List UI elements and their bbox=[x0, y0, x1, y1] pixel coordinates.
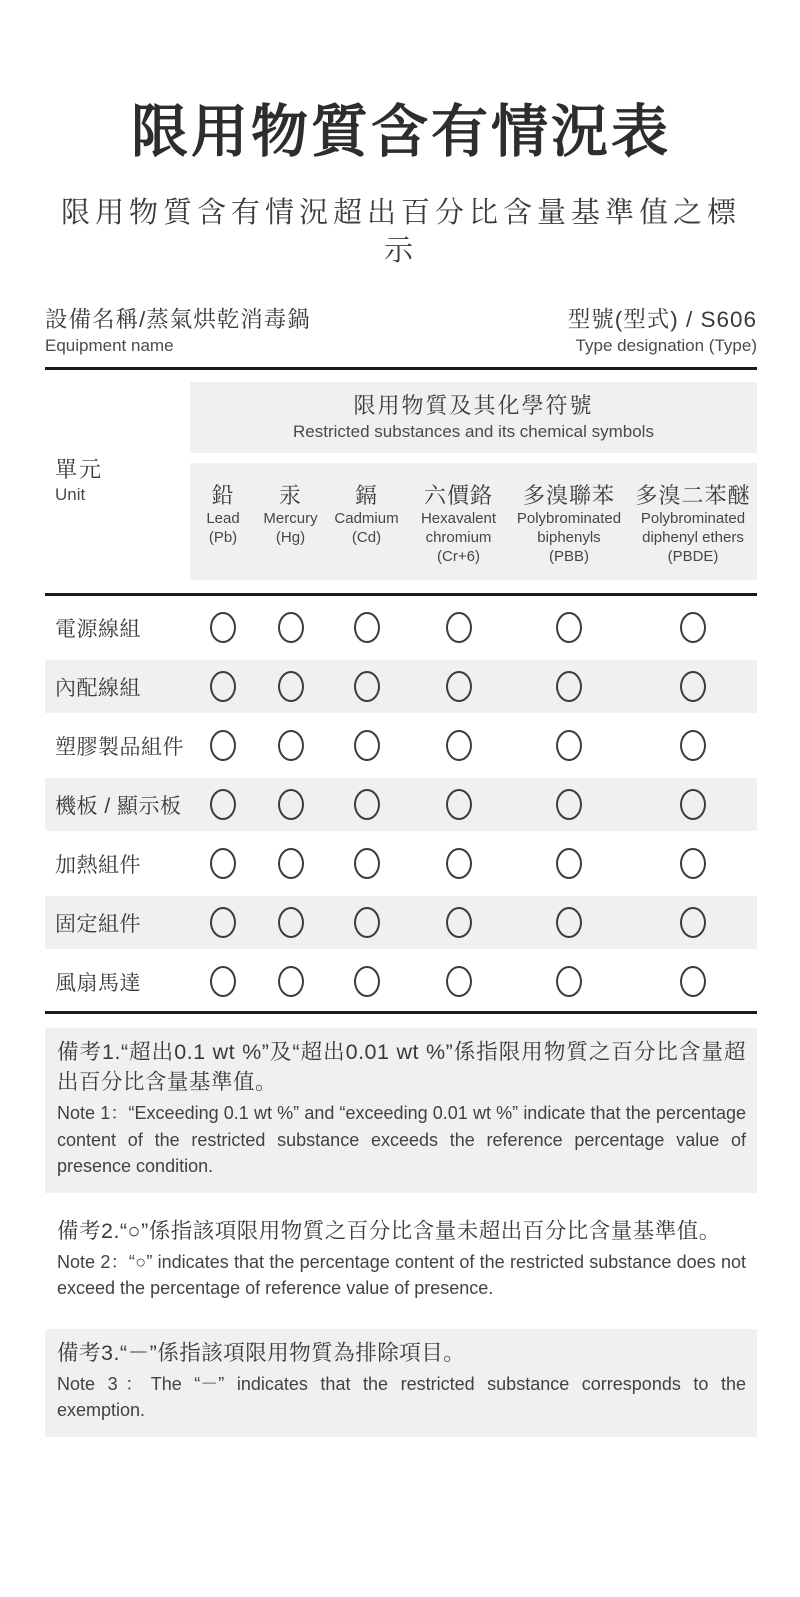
compliance-mark-cell bbox=[408, 966, 509, 997]
compliance-mark-cell bbox=[509, 671, 629, 702]
substance-cjk: 六價鉻 bbox=[423, 483, 493, 508]
substance-column-pbb bbox=[509, 483, 629, 566]
page-title: 限用物質含有情況表 bbox=[131, 98, 671, 165]
compliance-mark-cell bbox=[629, 848, 757, 879]
circle-mark bbox=[210, 848, 236, 879]
substances-group-title-cjk: 限用物質及其化學符號 bbox=[353, 393, 594, 418]
circle-mark bbox=[446, 848, 472, 879]
note-1-cjk: 備考1.“超出0.1 wt %”及“超出0.01 wt %”係指限用物質之百分比含量超出百分比含量基準值。 bbox=[57, 1040, 746, 1094]
table-row-fixing-parts bbox=[45, 893, 757, 952]
compliance-mark-cell bbox=[256, 966, 325, 997]
row-label: 加熱組件 bbox=[55, 853, 141, 877]
substance-cjk: 鎘 bbox=[354, 483, 378, 508]
equipment-name-block bbox=[45, 306, 311, 357]
note-2-en: Note 2：“○” indicates that the percentage content of the restricted substance does not exceed the percentage of reference value of presence. bbox=[57, 1251, 746, 1298]
type-designation-block bbox=[568, 306, 757, 357]
compliance-mark-cell bbox=[190, 671, 256, 702]
circle-mark bbox=[354, 907, 380, 938]
equipment-name-cjk: 設備名稱/蒸氣烘乾消毒鍋 bbox=[45, 307, 311, 332]
circle-mark bbox=[556, 907, 582, 938]
substance-columns bbox=[190, 463, 757, 580]
circle-mark bbox=[354, 966, 380, 997]
substance-column-lead bbox=[190, 483, 256, 566]
compliance-mark-cell bbox=[408, 730, 509, 761]
table-row-heating-parts bbox=[45, 834, 757, 893]
substance-en: Mercury bbox=[263, 510, 318, 527]
circle-mark bbox=[680, 907, 706, 938]
note-1-en: Note 1：“Exceeding 0.1 wt %” and “exceeding 0.01 wt %” indicate that the percentage content of the restricted substance exceeds the reference percentage value of presence condition. bbox=[57, 1103, 746, 1176]
circle-mark bbox=[278, 671, 304, 702]
circle-mark bbox=[278, 848, 304, 879]
compliance-mark-cell bbox=[629, 789, 757, 820]
equipment-name-en: Equipment name bbox=[45, 336, 174, 355]
substance-column-mercury bbox=[256, 483, 325, 566]
circle-mark bbox=[210, 966, 236, 997]
unit-label-cjk: 單元 bbox=[55, 457, 104, 482]
circle-mark bbox=[680, 671, 706, 702]
circle-mark bbox=[556, 789, 582, 820]
compliance-mark-cell bbox=[629, 612, 757, 643]
compliance-mark-cell bbox=[190, 789, 256, 820]
compliance-mark-cell bbox=[325, 907, 408, 938]
equipment-header bbox=[45, 306, 757, 357]
substance-symbol: (Cr+6) bbox=[437, 548, 480, 565]
compliance-mark-cell bbox=[408, 848, 509, 879]
compliance-mark-cell bbox=[325, 671, 408, 702]
type-designation-en: Type designation (Type) bbox=[575, 336, 757, 355]
compliance-mark-cell bbox=[256, 612, 325, 643]
circle-mark bbox=[556, 612, 582, 643]
compliance-mark-cell bbox=[408, 789, 509, 820]
compliance-mark-cell bbox=[629, 966, 757, 997]
compliance-mark-cell bbox=[509, 730, 629, 761]
compliance-mark-cell bbox=[256, 671, 325, 702]
substance-en: Polybrominated diphenyl ethers bbox=[640, 510, 746, 546]
substance-en: Hexavalent chromium bbox=[420, 510, 497, 546]
table-row-plastic-parts bbox=[45, 716, 757, 775]
compliance-mark-cell bbox=[509, 789, 629, 820]
row-label: 固定組件 bbox=[55, 912, 141, 936]
unit-header-cell bbox=[45, 382, 190, 580]
circle-mark bbox=[446, 612, 472, 643]
compliance-mark-cell bbox=[629, 730, 757, 761]
table-row-fan-motor bbox=[45, 952, 757, 1011]
compliance-mark-cell bbox=[256, 789, 325, 820]
compliance-mark-cell bbox=[325, 966, 408, 997]
circle-mark bbox=[556, 966, 582, 997]
note-1 bbox=[45, 1028, 757, 1193]
circle-mark bbox=[680, 848, 706, 879]
circle-mark bbox=[354, 789, 380, 820]
compliance-mark-cell bbox=[190, 907, 256, 938]
substance-column-cadmium bbox=[325, 483, 408, 566]
substance-symbol: (Hg) bbox=[275, 529, 306, 546]
rohs-declaration-page bbox=[0, 92, 800, 1597]
circle-mark bbox=[278, 612, 304, 643]
notes-section bbox=[45, 1028, 757, 1437]
substance-cjk: 多溴聯苯 bbox=[522, 483, 615, 508]
circle-mark bbox=[556, 848, 582, 879]
circle-mark bbox=[210, 730, 236, 761]
circle-mark bbox=[680, 612, 706, 643]
unit-label-en: Unit bbox=[55, 485, 86, 504]
note-2 bbox=[45, 1207, 757, 1315]
compliance-mark-cell bbox=[509, 612, 629, 643]
circle-mark bbox=[278, 966, 304, 997]
substance-symbol: (PBB) bbox=[548, 548, 589, 565]
table-row-board-display bbox=[45, 775, 757, 834]
row-label: 風扇馬達 bbox=[55, 971, 141, 995]
circle-mark bbox=[446, 907, 472, 938]
note-3-cjk: 備考3.“－”係指該項限用物質為排除項目。 bbox=[57, 1340, 466, 1365]
divider-header-bottom bbox=[45, 593, 757, 596]
substance-cjk: 多溴二苯醚 bbox=[635, 483, 751, 508]
row-label: 內配線組 bbox=[55, 676, 141, 700]
compliance-mark-cell bbox=[408, 907, 509, 938]
compliance-mark-cell bbox=[509, 966, 629, 997]
compliance-mark-cell bbox=[256, 907, 325, 938]
note-3-en: Note 3：The “－” indicates that the restricted substance corresponds to the exemption. bbox=[57, 1373, 746, 1420]
circle-mark bbox=[680, 789, 706, 820]
page-subtitle: 限用物質含有情況超出百分比含量基準值之標示 bbox=[60, 197, 741, 267]
table-header bbox=[45, 382, 757, 580]
type-designation-cjk: 型號(型式) / S606 bbox=[567, 307, 757, 332]
table-row-power-cord bbox=[45, 598, 757, 657]
row-label: 塑膠製品組件 bbox=[55, 735, 184, 759]
substance-cjk: 鉛 bbox=[211, 483, 235, 508]
compliance-mark-cell bbox=[325, 848, 408, 879]
compliance-mark-cell bbox=[509, 848, 629, 879]
circle-mark bbox=[556, 671, 582, 702]
substance-symbol: (PBDE) bbox=[667, 548, 719, 565]
page-content bbox=[0, 92, 800, 1437]
substance-column-pbde bbox=[629, 483, 757, 566]
circle-mark bbox=[446, 730, 472, 761]
circle-mark bbox=[210, 907, 236, 938]
circle-mark bbox=[278, 789, 304, 820]
circle-mark bbox=[278, 730, 304, 761]
compliance-mark-cell bbox=[190, 730, 256, 761]
compliance-mark-cell bbox=[325, 612, 408, 643]
circle-mark bbox=[354, 730, 380, 761]
compliance-mark-cell bbox=[190, 848, 256, 879]
note-2-cjk: 備考2.“○”係指該項限用物質之百分比含量未超出百分比含量基準值。 bbox=[57, 1218, 721, 1243]
compliance-mark-cell bbox=[509, 907, 629, 938]
substances-group-title-en: Restricted substances and its chemical symbols bbox=[293, 422, 654, 441]
row-label: 機板 / 顯示板 bbox=[55, 794, 182, 818]
circle-mark bbox=[278, 907, 304, 938]
substance-symbol: (Pb) bbox=[208, 529, 238, 546]
circle-mark bbox=[354, 612, 380, 643]
circle-mark bbox=[354, 671, 380, 702]
circle-mark bbox=[354, 848, 380, 879]
circle-mark bbox=[680, 730, 706, 761]
circle-mark bbox=[210, 671, 236, 702]
compliance-mark-cell bbox=[629, 907, 757, 938]
substance-column-hexavalent-chromium bbox=[408, 483, 509, 566]
compliance-mark-cell bbox=[256, 730, 325, 761]
substance-en: Polybrominated biphenyls bbox=[516, 510, 622, 546]
note-3 bbox=[45, 1329, 757, 1437]
substance-cjk: 汞 bbox=[278, 483, 302, 508]
circle-mark bbox=[446, 789, 472, 820]
substances-group-title bbox=[190, 382, 757, 453]
circle-mark bbox=[556, 730, 582, 761]
compliance-mark-cell bbox=[408, 671, 509, 702]
circle-mark bbox=[446, 671, 472, 702]
compliance-mark-cell bbox=[190, 966, 256, 997]
compliance-mark-cell bbox=[325, 730, 408, 761]
substance-en: Lead bbox=[206, 510, 240, 527]
compliance-mark-cell bbox=[408, 612, 509, 643]
compliance-mark-cell bbox=[256, 848, 325, 879]
substance-symbol: (Cd) bbox=[351, 529, 382, 546]
compliance-mark-cell bbox=[325, 789, 408, 820]
row-label: 電源線組 bbox=[55, 617, 141, 641]
compliance-mark-cell bbox=[190, 612, 256, 643]
substance-table-body bbox=[45, 598, 757, 1011]
substances-header bbox=[190, 382, 757, 580]
circle-mark bbox=[210, 612, 236, 643]
circle-mark bbox=[680, 966, 706, 997]
circle-mark bbox=[210, 789, 236, 820]
circle-mark bbox=[446, 966, 472, 997]
divider-top bbox=[45, 367, 757, 370]
substance-en: Cadmium bbox=[334, 510, 399, 527]
compliance-mark-cell bbox=[629, 671, 757, 702]
table-row-internal-wiring bbox=[45, 657, 757, 716]
divider-table-bottom bbox=[45, 1011, 757, 1014]
